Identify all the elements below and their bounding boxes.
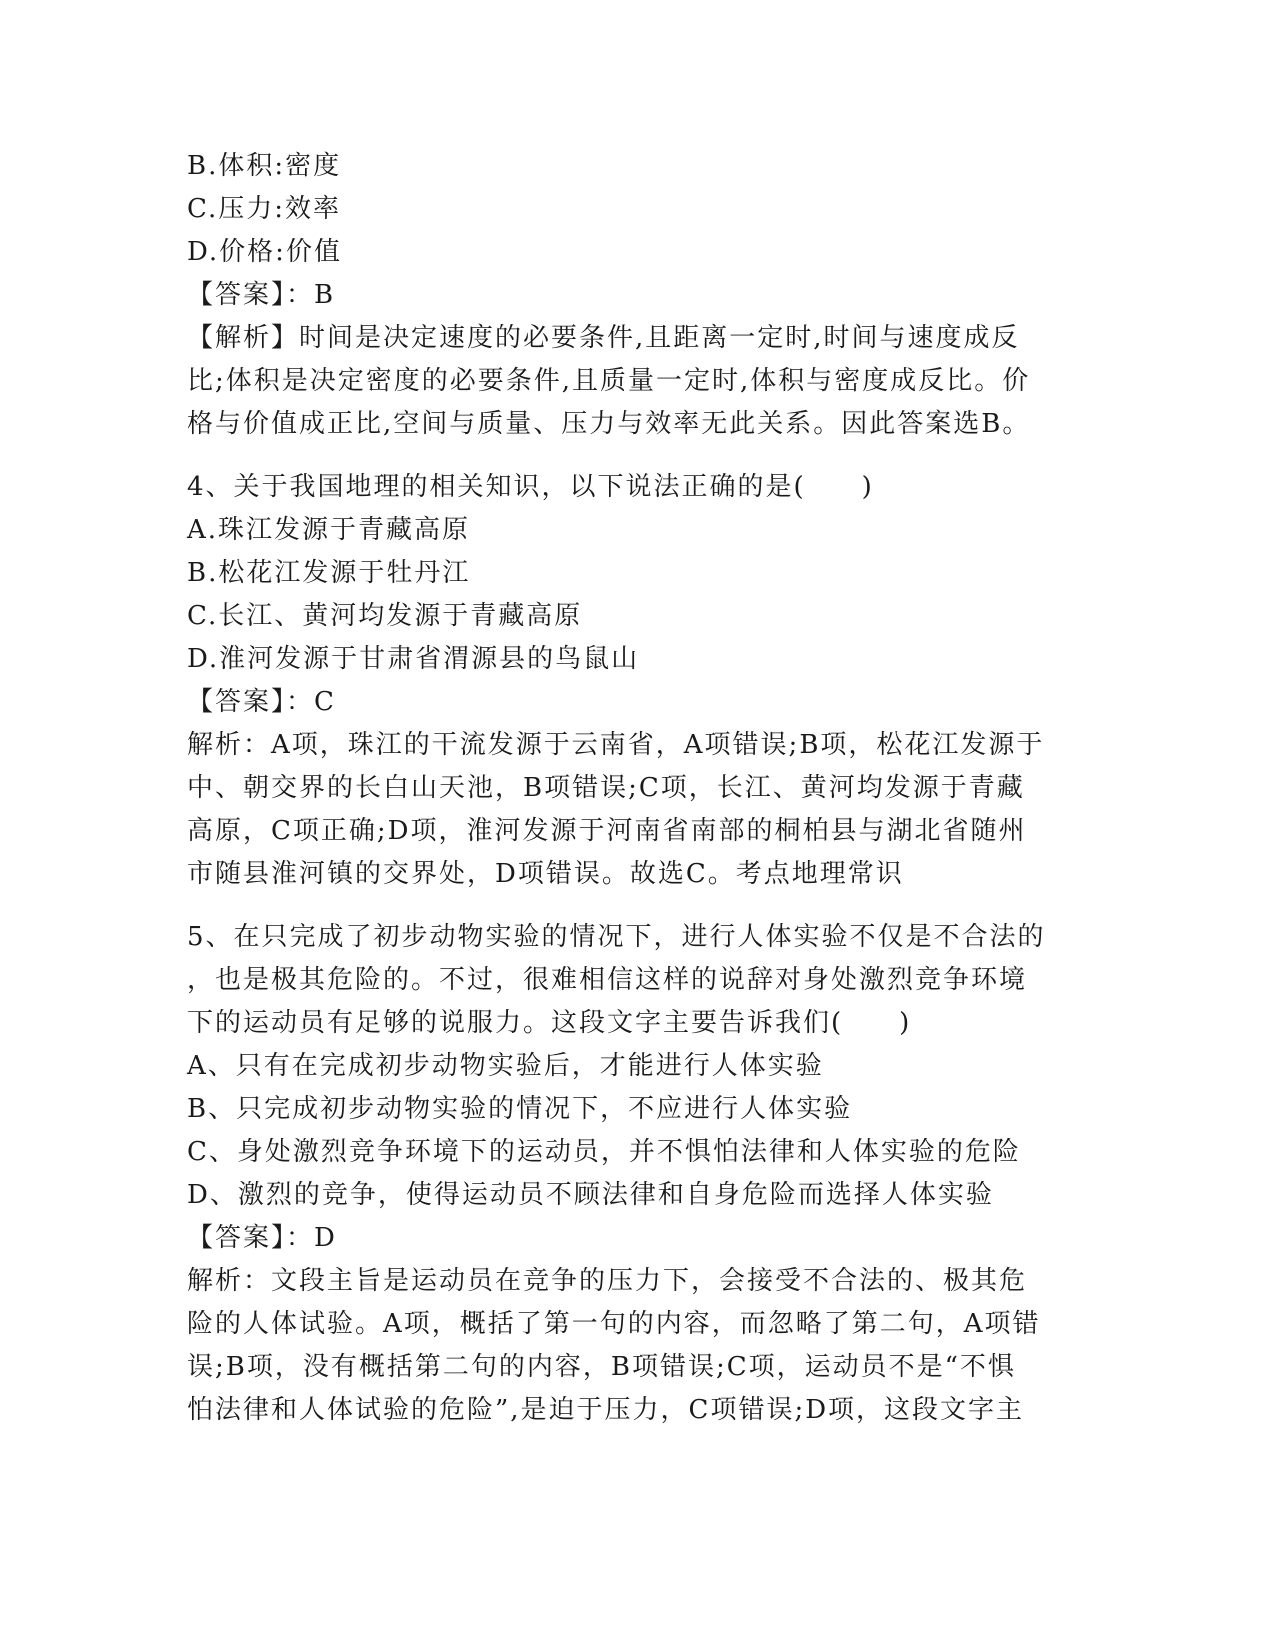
q3-analysis-line: 格与价值成正比,空间与质量、压力与效率无此关系。因此答案选B。 [187, 409, 1031, 439]
question-4-block [187, 466, 1087, 896]
q3-analysis-line: 【解析】时间是决定速度的必要条件,且距离一定时,时间与速度成反 [187, 323, 1020, 353]
q3-option-d: D.价格:价值 [187, 237, 342, 267]
question-3-block [187, 145, 1087, 446]
q4-option-c: C.长江、黄河均发源于青藏高原 [187, 601, 583, 631]
q4-answer: 【答案】：C [187, 687, 336, 717]
q4-analysis-line: 市随县淮河镇的交界处，D项错误。故选C。考点地理常识 [187, 859, 904, 889]
q4-analysis-line: 解析：A项，珠江的干流发源于云南省，A项错误;B项，松花江发源于 [187, 730, 1045, 760]
q5-answer: 【答案】：D [187, 1223, 337, 1253]
q4-analysis-line: 中、朝交界的长白山天池，B项错误;C项，长江、黄河均发源于青藏 [187, 773, 1025, 803]
q5-question-line: 5、在只完成了初步动物实验的情况下，进行人体实验不仅是不合法的 [187, 922, 1046, 952]
q4-option-b: B.松花江发源于牡丹江 [187, 558, 471, 588]
q4-option-d: D.淮河发源于甘肃省渭源县的鸟鼠山 [187, 644, 640, 674]
q5-analysis-line: 险的人体试验。A项，概括了第一句的内容，而忽略了第二句，A项错 [187, 1309, 1041, 1339]
q3-option-b: B.体积:密度 [187, 151, 342, 181]
q5-option-d: D、激烈的竞争，使得运动员不顾法律和自身危险而选择人体实验 [187, 1180, 994, 1210]
q4-option-a: A.珠江发源于青藏高原 [187, 515, 471, 545]
q3-answer: 【答案】：B [187, 280, 336, 310]
question-5-block [187, 916, 1087, 1432]
q5-question-line: ，也是极其危险的。不过，很难相信这样的说辞对身处激烈竞争环境 [187, 965, 1028, 995]
q5-option-a: A、只有在完成初步动物实验后，才能进行人体实验 [187, 1051, 824, 1081]
q5-question-line: 下的运动员有足够的说服力。这段文字主要告诉我们( ) [187, 1008, 912, 1038]
q4-question: 4、关于我国地理的相关知识，以下说法正确的是( ) [187, 472, 874, 502]
q3-option-c: C.压力:效率 [187, 194, 341, 224]
q5-option-c: C、身处激烈竞争环境下的运动员，并不惧怕法律和人体实验的危险 [187, 1137, 1021, 1167]
q5-analysis-line: 怕法律和人体试验的危险”,是迫于压力，C项错误;D项，这段文字主 [187, 1395, 1025, 1425]
q4-analysis-line: 高原，C项正确;D项，淮河发源于河南省南部的桐柏县与湖北省随州 [187, 816, 1027, 846]
q5-analysis-line: 解析：文段主旨是运动员在竞争的压力下，会接受不合法的、极其危 [187, 1266, 1028, 1296]
q5-analysis-line: 误;B项，没有概括第二句的内容，B项错误;C项，运动员不是“不惧 [187, 1352, 1016, 1382]
q3-analysis-line: 比;体积是决定密度的必要条件,且质量一定时,体积与密度成反比。价 [187, 366, 1031, 396]
document-page [187, 145, 1087, 1432]
q5-option-b: B、只完成初步动物实验的情况下，不应进行人体实验 [187, 1094, 853, 1124]
